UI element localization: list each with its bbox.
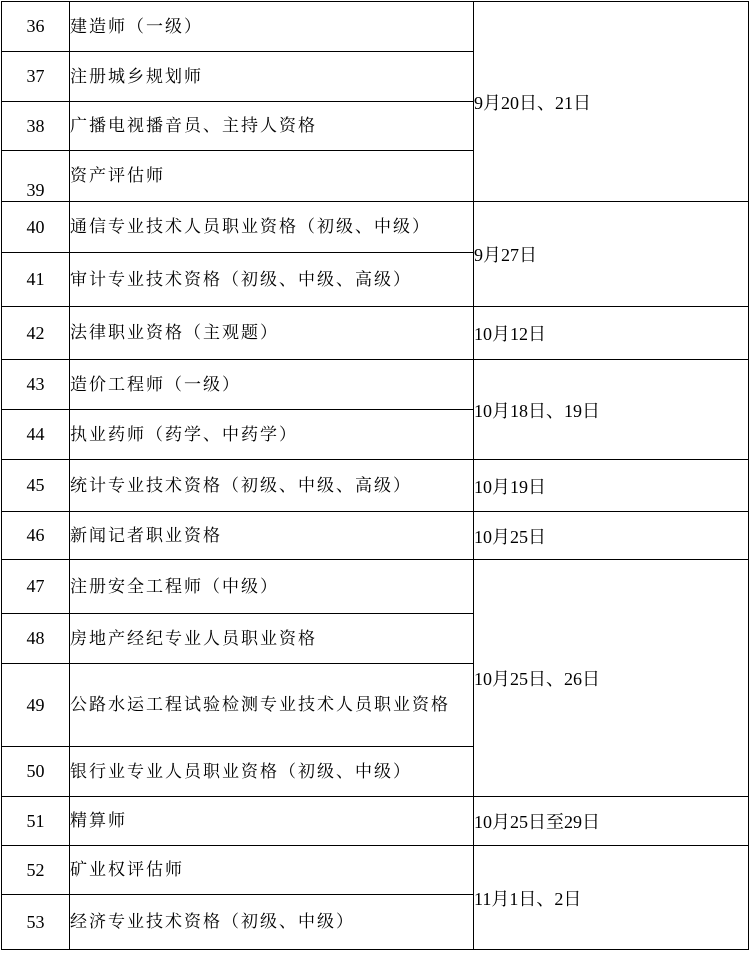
table-row bbox=[2, 797, 749, 846]
exam-name: 通信专业技术人员职业资格（初级、中级） bbox=[70, 202, 474, 253]
exam-name: 统计专业技术资格（初级、中级、高级） bbox=[70, 460, 474, 512]
exam-name: 审计专业技术资格（初级、中级、高级） bbox=[70, 253, 474, 307]
exam-date: 11月1日、2日 bbox=[474, 846, 749, 950]
exam-name: 精算师 bbox=[70, 797, 474, 846]
exam-name: 新闻记者职业资格 bbox=[70, 512, 474, 560]
row-number: 40 bbox=[2, 202, 70, 253]
exam-name: 银行业专业人员职业资格（初级、中级） bbox=[70, 747, 474, 797]
table-row bbox=[2, 2, 749, 52]
exam-name: 公路水运工程试验检测专业技术人员职业资格 bbox=[70, 664, 474, 747]
row-number: 42 bbox=[2, 307, 70, 360]
exam-date: 10月25日至29日 bbox=[474, 797, 749, 846]
table-row bbox=[2, 360, 749, 410]
exam-name: 广播电视播音员、主持人资格 bbox=[70, 102, 474, 151]
exam-name: 经济专业技术资格（初级、中级） bbox=[70, 895, 474, 950]
row-number: 38 bbox=[2, 102, 70, 151]
exam-date: 10月25日、26日 bbox=[474, 560, 749, 797]
table-row bbox=[2, 512, 749, 560]
row-number: 49 bbox=[2, 664, 70, 747]
row-number: 39 bbox=[2, 151, 70, 202]
table-row bbox=[2, 560, 749, 614]
exam-name: 建造师（一级） bbox=[70, 2, 474, 52]
row-number: 51 bbox=[2, 797, 70, 846]
exam-name: 矿业权评估师 bbox=[70, 846, 474, 895]
exam-name: 房地产经纪专业人员职业资格 bbox=[70, 614, 474, 664]
row-number: 36 bbox=[2, 2, 70, 52]
row-number: 52 bbox=[2, 846, 70, 895]
table-row bbox=[2, 202, 749, 253]
row-number: 46 bbox=[2, 512, 70, 560]
exam-name: 注册城乡规划师 bbox=[70, 52, 474, 102]
row-number: 45 bbox=[2, 460, 70, 512]
row-number: 41 bbox=[2, 253, 70, 307]
row-number: 53 bbox=[2, 895, 70, 950]
exam-name: 执业药师（药学、中药学） bbox=[70, 410, 474, 460]
exam-name: 资产评估师 bbox=[70, 151, 474, 202]
exam-date: 9月27日 bbox=[474, 202, 749, 307]
row-number: 37 bbox=[2, 52, 70, 102]
exam-date: 10月25日 bbox=[474, 512, 749, 560]
exam-date: 10月18日、19日 bbox=[474, 360, 749, 460]
row-number: 50 bbox=[2, 747, 70, 797]
exam-date: 9月20日、21日 bbox=[474, 2, 749, 202]
exam-date: 10月19日 bbox=[474, 460, 749, 512]
row-number: 43 bbox=[2, 360, 70, 410]
exam-schedule-table bbox=[1, 1, 749, 950]
exam-name: 法律职业资格（主观题） bbox=[70, 307, 474, 360]
exam-name: 注册安全工程师（中级） bbox=[70, 560, 474, 614]
exam-date: 10月12日 bbox=[474, 307, 749, 360]
table-row bbox=[2, 846, 749, 895]
row-number: 48 bbox=[2, 614, 70, 664]
exam-name: 造价工程师（一级） bbox=[70, 360, 474, 410]
table-row bbox=[2, 307, 749, 360]
row-number: 47 bbox=[2, 560, 70, 614]
table-row bbox=[2, 460, 749, 512]
row-number: 44 bbox=[2, 410, 70, 460]
